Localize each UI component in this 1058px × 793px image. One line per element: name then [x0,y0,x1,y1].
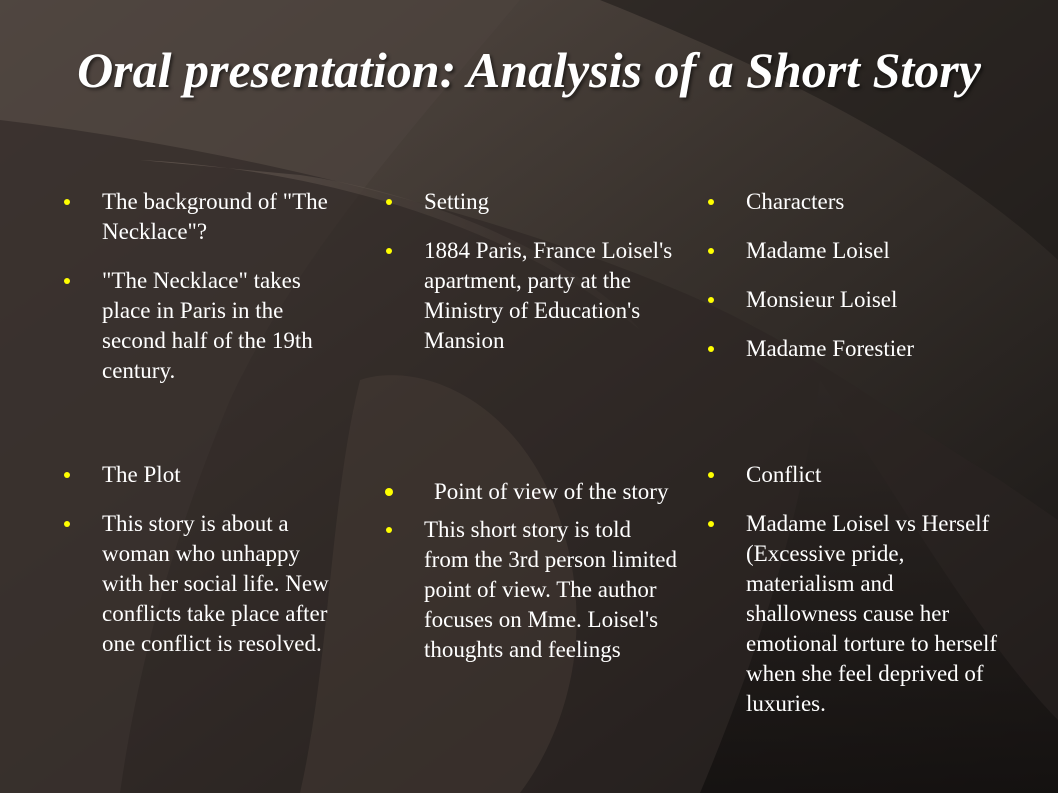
bullet-icon [64,278,70,284]
bullet-text: 1884 Paris, France Loisel's apartment, party at the Ministry of Education's Mansion [424,238,673,353]
bullet-icon [708,346,714,352]
bullet-text: Madame Loisel [746,238,890,263]
bullet-icon [64,521,70,527]
bullet-icon [385,488,393,496]
bullet-text: The Plot [102,462,181,487]
slide-title: Oral presentation: Analysis of a Short Story [77,42,981,98]
list-item [690,460,1000,490]
bullet-text: The background of "The Necklace"? [102,189,328,244]
bullet-icon [64,199,70,205]
bullet-icon [386,527,392,533]
list-item [368,515,678,665]
list-item [690,236,1000,266]
bullet-text: This short story is told from the 3rd person limited point of view. The author focuses on Mme. Loisel's thoughts and feelings [424,517,677,662]
characters-block [690,187,1000,383]
list-item [46,509,346,659]
point-of-view-block [368,474,678,684]
bullet-icon [64,472,70,478]
background-block [46,187,346,405]
bullet-text: Monsieur Loisel [746,287,898,312]
list-item [368,187,678,217]
bullet-text: Point of view of the story [434,479,669,504]
bullet-icon [708,199,714,205]
bullet-icon [386,248,392,254]
list-item [690,285,1000,315]
bullet-text: "The Necklace" takes place in Paris in the second half of the 19th century. [102,268,313,383]
setting-block [368,187,678,375]
bullet-icon [708,297,714,303]
bullet-text: Conflict [746,462,822,487]
plot-block [46,460,346,678]
bullet-text: Madame Forestier [746,336,914,361]
bullet-text: Setting [424,189,490,214]
list-item [46,266,346,386]
list-item [690,187,1000,217]
bullet-text: Characters [746,189,845,214]
list-item [368,474,678,509]
bullet-icon [708,248,714,254]
list-item [690,509,1000,719]
bullet-icon [708,472,714,478]
list-item [46,187,346,247]
bullet-icon [708,521,714,527]
bullet-icon [386,199,392,205]
list-item [690,334,1000,364]
bullet-text: Madame Loisel vs Herself (Excessive pride, materialism and shallowness cause her emotional torture to herself when she feel deprived of luxuries. [746,511,998,716]
bullet-text: This story is about a woman who unhappy with her social life. New conflicts take place after one conflict is resolved. [102,511,329,656]
list-item [46,460,346,490]
list-item [368,236,678,356]
conflict-block [690,460,1000,738]
